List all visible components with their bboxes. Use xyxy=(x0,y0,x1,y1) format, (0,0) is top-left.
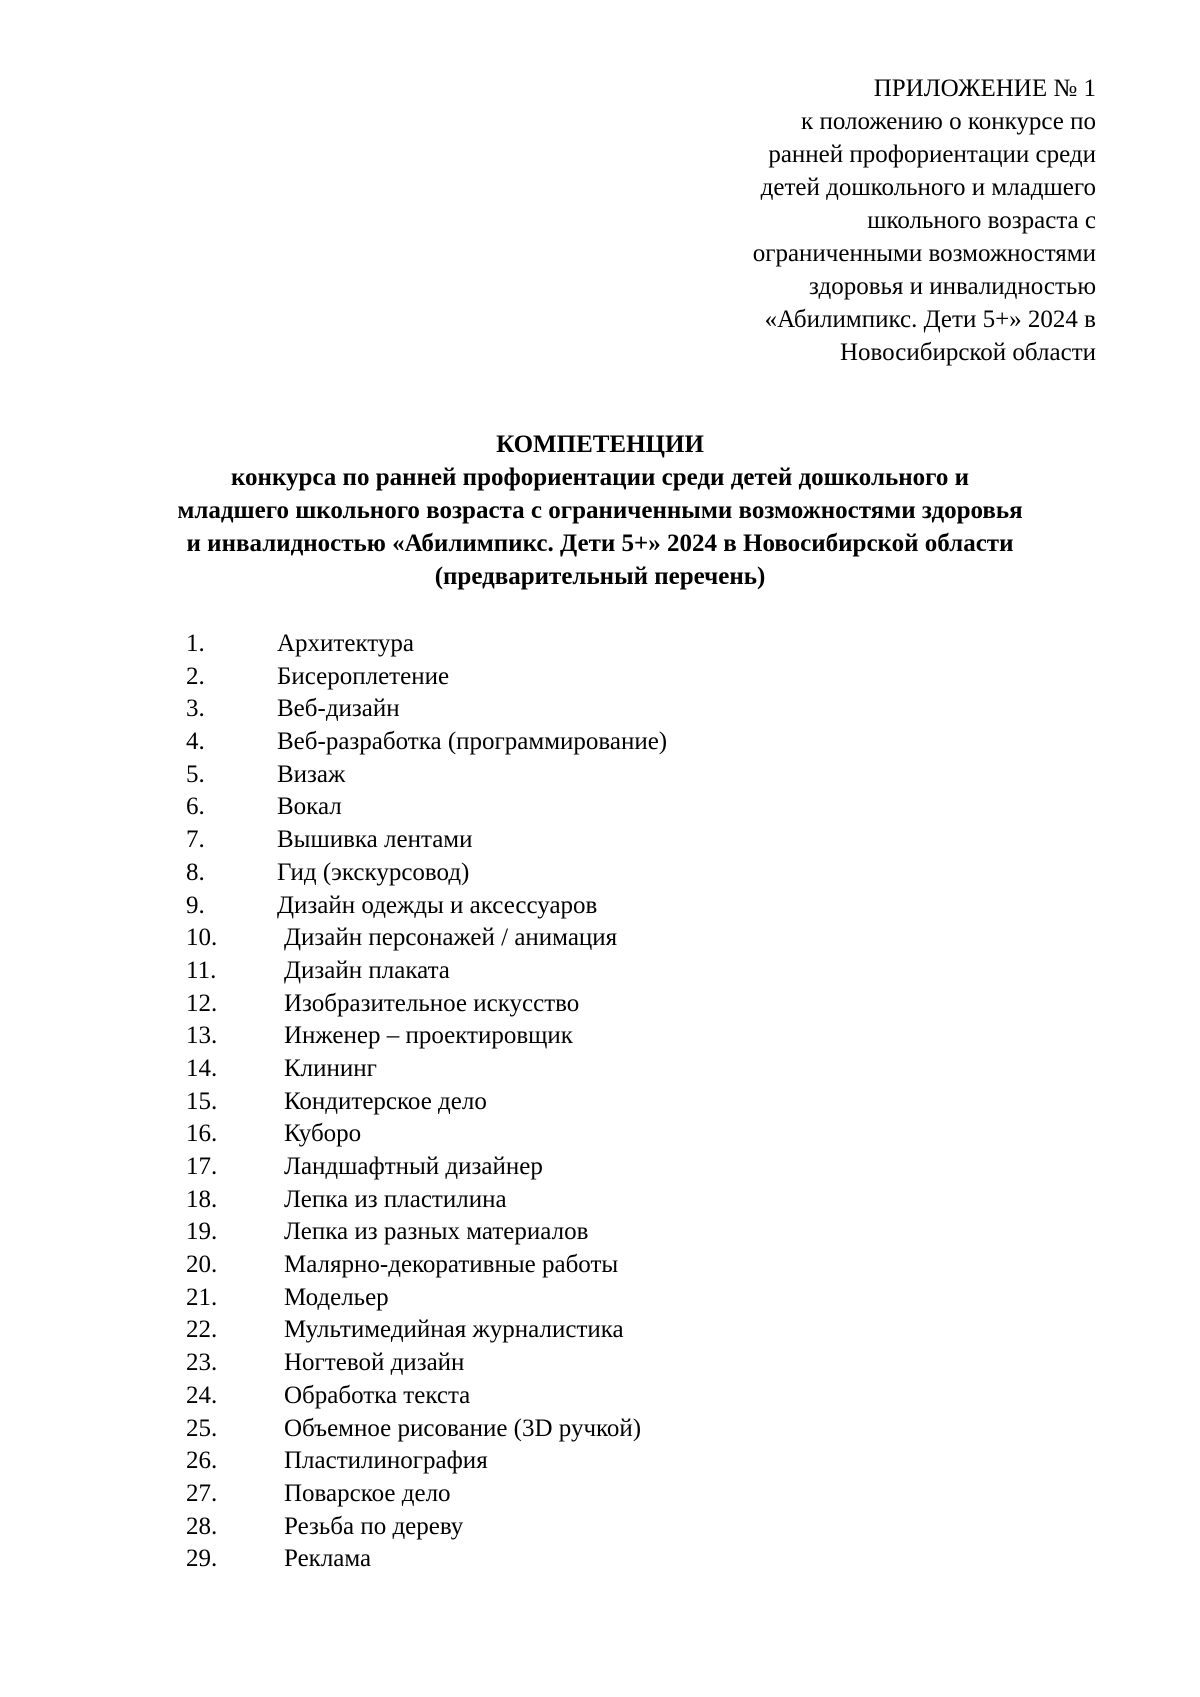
item-label: Ландшафтный дизайнер xyxy=(284,1153,543,1180)
list-item xyxy=(0,1347,1200,1380)
list-item xyxy=(0,857,1200,890)
item-number: 18. xyxy=(186,1185,218,1213)
title-line: младшего школьного возраста с ограниченными возможностями здоровья xyxy=(177,497,1023,524)
list-item xyxy=(0,1216,1200,1249)
list-item xyxy=(0,1151,1200,1184)
item-label: Поварское дело xyxy=(284,1479,451,1507)
item-number: 23. xyxy=(186,1349,218,1377)
list-item xyxy=(0,1282,1200,1315)
appendix-line: к положению о конкурсе по xyxy=(801,108,1096,135)
item-label: Клининг xyxy=(284,1054,377,1082)
list-item xyxy=(0,1511,1200,1544)
item-label: Куборо xyxy=(284,1120,362,1148)
item-label: Лепка из разных материалов xyxy=(284,1218,589,1246)
item-number: 21. xyxy=(186,1283,218,1311)
item-number: 20. xyxy=(186,1251,218,1279)
list-item xyxy=(0,1086,1200,1119)
item-number: 24. xyxy=(186,1381,218,1409)
item-label: Реклама xyxy=(284,1545,372,1573)
item-number: 5. xyxy=(186,760,205,788)
item-label: Резьба по дереву xyxy=(284,1512,464,1540)
item-number: 16. xyxy=(186,1120,218,1148)
item-number: 3. xyxy=(186,695,205,723)
item-label: Ногтевой дизайн xyxy=(284,1349,465,1377)
list-item xyxy=(0,1478,1200,1511)
list-item xyxy=(0,824,1200,857)
list-item xyxy=(0,1543,1200,1576)
item-label: Модельер xyxy=(284,1283,389,1311)
list-item xyxy=(0,955,1200,988)
item-label: Дизайн одежды и аксессуаров xyxy=(277,891,598,919)
list-item xyxy=(0,693,1200,726)
list-item xyxy=(0,1184,1200,1217)
item-number: 11. xyxy=(186,956,217,984)
title-line: и инвалидностью «Абилимпикс. Дети 5+» 2024 в Новосибирской области xyxy=(186,530,1014,557)
list-item xyxy=(0,726,1200,759)
appendix-header xyxy=(636,72,1096,369)
item-label: Пластилинография xyxy=(284,1447,488,1475)
list-item xyxy=(0,1249,1200,1282)
item-number: 19. xyxy=(186,1218,218,1246)
item-number: 4. xyxy=(186,728,205,756)
list-item xyxy=(0,759,1200,792)
item-label: Вышивка лентами xyxy=(277,826,473,854)
item-label: Лепка из пластилина xyxy=(284,1185,507,1213)
list-item xyxy=(0,890,1200,923)
item-number: 15. xyxy=(186,1087,218,1115)
list-item xyxy=(0,1053,1200,1086)
item-number: 22. xyxy=(186,1316,218,1344)
item-number: 1. xyxy=(186,630,205,657)
list-item xyxy=(0,1413,1200,1446)
list-item xyxy=(0,1020,1200,1053)
item-number: 28. xyxy=(186,1512,218,1540)
item-number: 2. xyxy=(186,662,205,690)
item-label: Кондитерское дело xyxy=(284,1087,487,1115)
item-label: Дизайн плаката xyxy=(284,956,450,984)
title-heading: КОМПЕТЕНЦИИ xyxy=(496,431,704,458)
item-label: Веб-разработка (программирование) xyxy=(277,728,668,756)
item-label: Вокал xyxy=(277,793,342,821)
appendix-number: ПРИЛОЖЕНИЕ № 1 xyxy=(873,75,1096,102)
item-number: 9. xyxy=(186,891,205,919)
item-label: Мультимедийная журналистика xyxy=(284,1316,624,1344)
item-number: 26. xyxy=(186,1447,218,1475)
item-label: Объемное рисование (3D ручкой) xyxy=(284,1414,642,1442)
list-item xyxy=(0,1445,1200,1478)
item-label: Дизайн персонажей / анимация xyxy=(284,924,618,952)
item-number: 12. xyxy=(186,989,218,1017)
appendix-line: здоровья и инвалидностью xyxy=(809,273,1096,300)
item-label: Бисероплетение xyxy=(277,662,450,690)
list-item xyxy=(0,1314,1200,1347)
title-line: конкурса по ранней профориентации среди детей дошкольного и xyxy=(230,464,970,491)
appendix-line: ранней профориентации среди xyxy=(768,141,1096,168)
item-label: Малярно-декоративные работы xyxy=(284,1251,619,1279)
title-subtitle: (предварительный перечень) xyxy=(434,563,766,590)
item-number: 10. xyxy=(186,924,218,952)
item-number: 13. xyxy=(186,1022,218,1050)
appendix-line: ограниченными возможностями xyxy=(752,240,1096,267)
list-item xyxy=(0,1380,1200,1413)
item-number: 25. xyxy=(186,1414,218,1442)
item-label: Визаж xyxy=(277,760,346,788)
item-label: Гид (экскурсовод) xyxy=(277,858,470,886)
competence-list xyxy=(0,628,1200,1576)
item-number: 7. xyxy=(186,826,205,854)
item-number: 27. xyxy=(186,1479,218,1507)
item-label: Веб-дизайн xyxy=(277,695,400,723)
item-label: Инженер – проектировщик xyxy=(284,1022,573,1050)
item-number: 17. xyxy=(186,1153,218,1180)
appendix-line: детей дошкольного и младшего xyxy=(760,174,1096,201)
item-label: Изобразительное искусство xyxy=(284,989,580,1017)
list-item xyxy=(0,988,1200,1021)
appendix-line: Новосибирской области xyxy=(839,339,1096,366)
appendix-line: «Абилимпикс. Дети 5+» 2024 в xyxy=(764,306,1096,333)
list-item xyxy=(0,628,1200,661)
list-item xyxy=(0,791,1200,824)
list-item xyxy=(0,922,1200,955)
item-number: 29. xyxy=(186,1545,218,1573)
document-title xyxy=(80,428,1120,593)
item-number: 6. xyxy=(186,793,205,821)
list-item xyxy=(0,661,1200,694)
list-item xyxy=(0,1118,1200,1151)
item-number: 8. xyxy=(186,858,205,886)
appendix-line: школьного возраста с xyxy=(867,207,1096,234)
item-label: Архитектура xyxy=(277,630,414,657)
item-number: 14. xyxy=(186,1054,218,1082)
item-label: Обработка текста xyxy=(284,1381,471,1409)
